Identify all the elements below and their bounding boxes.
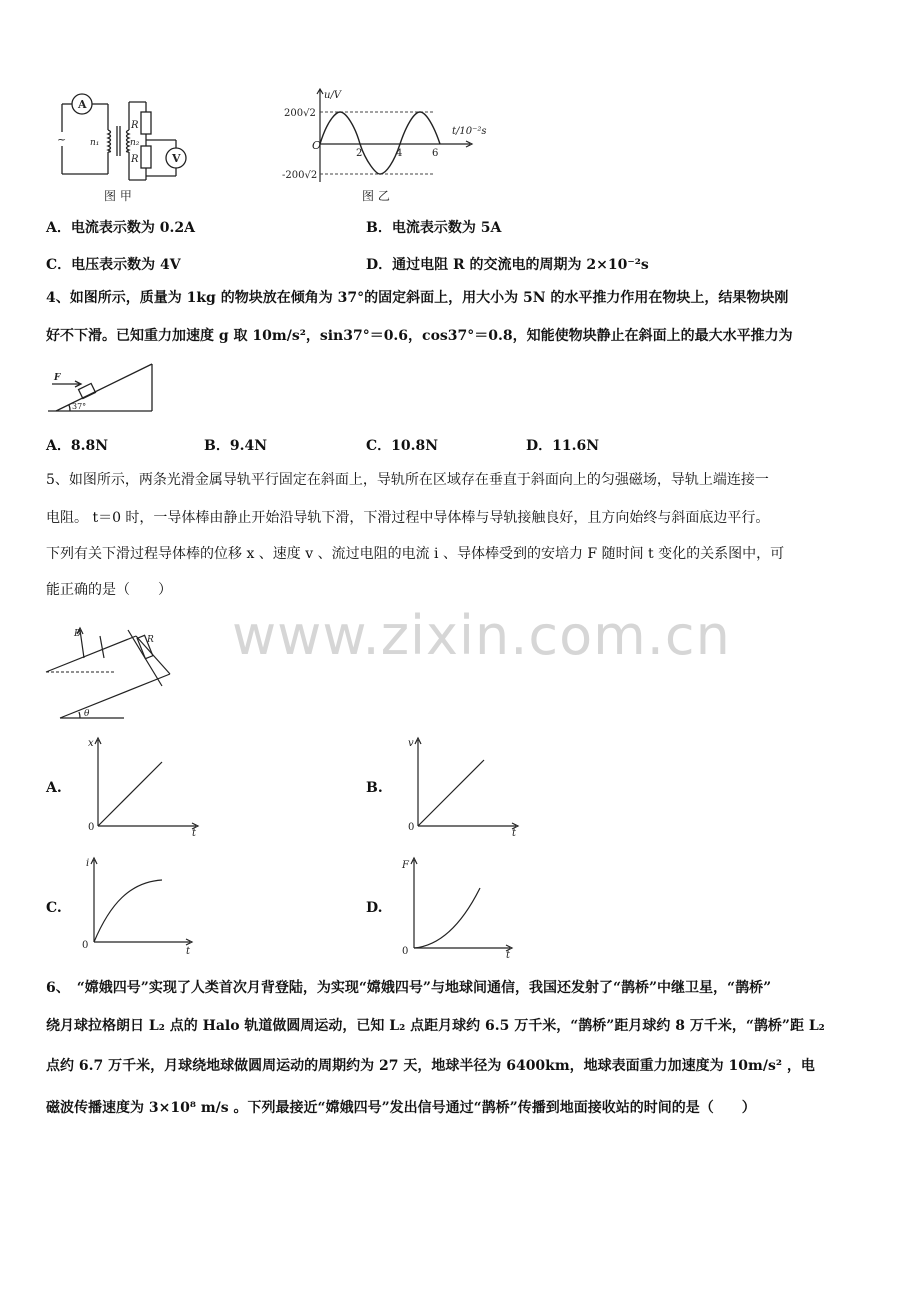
q3-option-d — [366, 254, 649, 274]
primary-turns-label: n₁ — [90, 138, 100, 148]
resistor-label-1: R — [131, 120, 139, 131]
y-axis-label: x — [88, 738, 94, 749]
q6-line-3: 点约 6.7 万千米，月球绕地球做圆周运动的周期约为 27 天，地球半径为 6400km，地球表面重力加速度为 10m/s² ，电 — [46, 1058, 815, 1074]
y-axis-label: F — [402, 860, 409, 871]
y-min-label: -200√2 — [282, 170, 318, 181]
q3-option-b — [366, 217, 501, 237]
x-t-graph — [86, 734, 206, 840]
option-letter: B． — [204, 438, 230, 454]
q5-stem-line-1: 5、如图所示，两条光滑金属导轨平行固定在斜面上，导轨所在区域存在垂直于斜面向上的匀强磁场，导轨上端连接一 — [46, 472, 769, 488]
y-axis-label: v — [408, 738, 414, 749]
y-axis-label: u/V — [324, 90, 342, 101]
incline-block-diagram — [44, 360, 160, 416]
q5-stem-line-2: 电阻。 t＝0 时，一导体棒由静止开始沿导轨下滑，下滑过程中导体棒与导轨接触良好，且方向始终与斜面底边平行。 — [46, 510, 770, 526]
q5-stem-line-3: 下列有关下滑过程导体棒的位移 x 、速度 v 、流过电阻的电流 i 、导体棒受到的安培力 F 随时间 t 变化的关系图中，可 — [46, 546, 785, 562]
x-axis-label: t — [506, 950, 511, 960]
q3-option-a — [46, 217, 195, 237]
q6-line-2: 绕月球拉格朗日 L₂ 点的 Halo 轨道做圆周运动，已知 L₂ 点距月球约 6.5 万千米，“鹊桥”距月球约 8 万千米，“鹊桥”距 L₂ — [46, 1018, 825, 1034]
transformer-circuit-diagram — [46, 86, 196, 206]
x-tick-2: 2 — [356, 148, 363, 159]
origin-label: O — [312, 139, 322, 152]
q5-option-a-letter: A. — [46, 780, 62, 796]
option-letter: D． — [366, 257, 393, 273]
q4-option-d — [526, 435, 599, 455]
origin-label: 0 — [82, 940, 89, 951]
option-letter: C． — [46, 257, 72, 273]
x-axis-label: t — [186, 946, 191, 957]
option-letter: A． — [46, 220, 71, 236]
origin-label: 0 — [408, 822, 415, 833]
f-t-graph — [398, 854, 518, 960]
voltmeter-label: V — [172, 152, 181, 165]
option-text: 电流表示数为 0.2A — [70, 220, 195, 236]
q5-option-b-letter: B. — [366, 780, 383, 796]
x-tick-6: 6 — [432, 148, 439, 159]
option-letter: D． — [526, 438, 553, 454]
circuit-figure-jia — [46, 86, 196, 206]
origin-label: 0 — [88, 822, 95, 833]
option-letter: A． — [46, 438, 71, 454]
svg-text:~: ~ — [57, 133, 67, 146]
angle-label: 37° — [72, 402, 87, 411]
q6-line-1: 6、 “嫦娥四号”实现了人类首次月背登陆，为实现“嫦娥四号”与地球间通信，我国还发射了“鹊桥”中继卫星，“鹊桥” — [46, 980, 772, 996]
option-text: 电压表示数为 4V — [71, 257, 181, 273]
q6-line-4: 磁波传播速度为 3×10⁸ m/s 。下列最接近“嫦娥四号”发出信号通过“鹊桥”传播到地面接收站的时间的是（ ） — [46, 1100, 756, 1116]
q5-graph-a — [86, 734, 206, 840]
q4-option-b — [204, 435, 267, 455]
q4-option-a — [46, 435, 108, 455]
q3-option-c — [46, 254, 181, 274]
q5-graph-c — [80, 854, 200, 960]
angle-label: θ — [84, 709, 90, 719]
graph-curve — [98, 762, 162, 826]
x-axis-label: t/10⁻²s — [452, 126, 487, 137]
field-label: B — [74, 629, 81, 639]
resistor-label-2: R — [131, 154, 139, 165]
option-text: 11.6N — [552, 438, 600, 454]
v-t-graph — [406, 734, 526, 840]
x-axis-label: t — [192, 828, 197, 839]
graph-curve — [414, 888, 480, 948]
option-text: 8.8N — [70, 438, 109, 454]
voltage-waveform-figure — [280, 86, 500, 210]
i-t-graph — [80, 854, 200, 960]
option-text: 通过电阻 R 的交流电的周期为 2×10⁻²s — [392, 257, 649, 273]
sine-wave-curve — [320, 112, 440, 174]
secondary-turns-label: n₂ — [130, 138, 140, 148]
graph-curve — [418, 760, 484, 826]
rail-incline-diagram — [44, 616, 174, 720]
force-label: F — [54, 373, 61, 383]
q4-stem-line-1: 4、如图所示，质量为 1kg 的物块放在倾角为 37°的固定斜面上，用大小为 5N 的水平推力作用在物块上，结果物块刚 — [46, 290, 789, 306]
option-text: 10.8N — [391, 438, 439, 454]
x-tick-4: 4 — [396, 148, 403, 159]
q5-graph-d — [398, 854, 518, 960]
y-max-label: 200√2 — [284, 108, 316, 119]
incline-figure — [44, 360, 160, 416]
x-axis-label: t — [512, 828, 517, 839]
figure-caption-yi: 图 乙 — [362, 189, 390, 203]
rail-incline-figure — [44, 616, 174, 720]
q5-graph-b — [406, 734, 526, 840]
resistor-label: R — [147, 635, 154, 645]
figure-caption-jia: 图 甲 — [104, 189, 132, 203]
y-axis-label: i — [86, 858, 90, 869]
q4-option-c — [366, 435, 438, 455]
origin-label: 0 — [402, 946, 409, 957]
watermark: www.zixin.com.cn — [232, 604, 731, 667]
option-letter: B． — [366, 220, 392, 236]
q5-stem-line-4: 能正确的是（ ） — [46, 582, 172, 598]
option-letter: C． — [366, 438, 392, 454]
option-text: 电流表示数为 5A — [391, 220, 502, 236]
option-text: 9.4N — [229, 438, 267, 454]
q4-stem-line-2: 好不下滑。已知重力加速度 g 取 10m/s²，sin37°＝0.6，cos37°＝0.8，知能使物块静止在斜面上的最大水平推力为 — [46, 328, 793, 344]
sine-wave-graph — [280, 86, 500, 210]
q5-option-c-letter: C. — [46, 900, 62, 916]
ammeter-label: A — [78, 98, 87, 111]
graph-curve — [94, 880, 162, 942]
q5-option-d-letter: D. — [366, 900, 383, 916]
